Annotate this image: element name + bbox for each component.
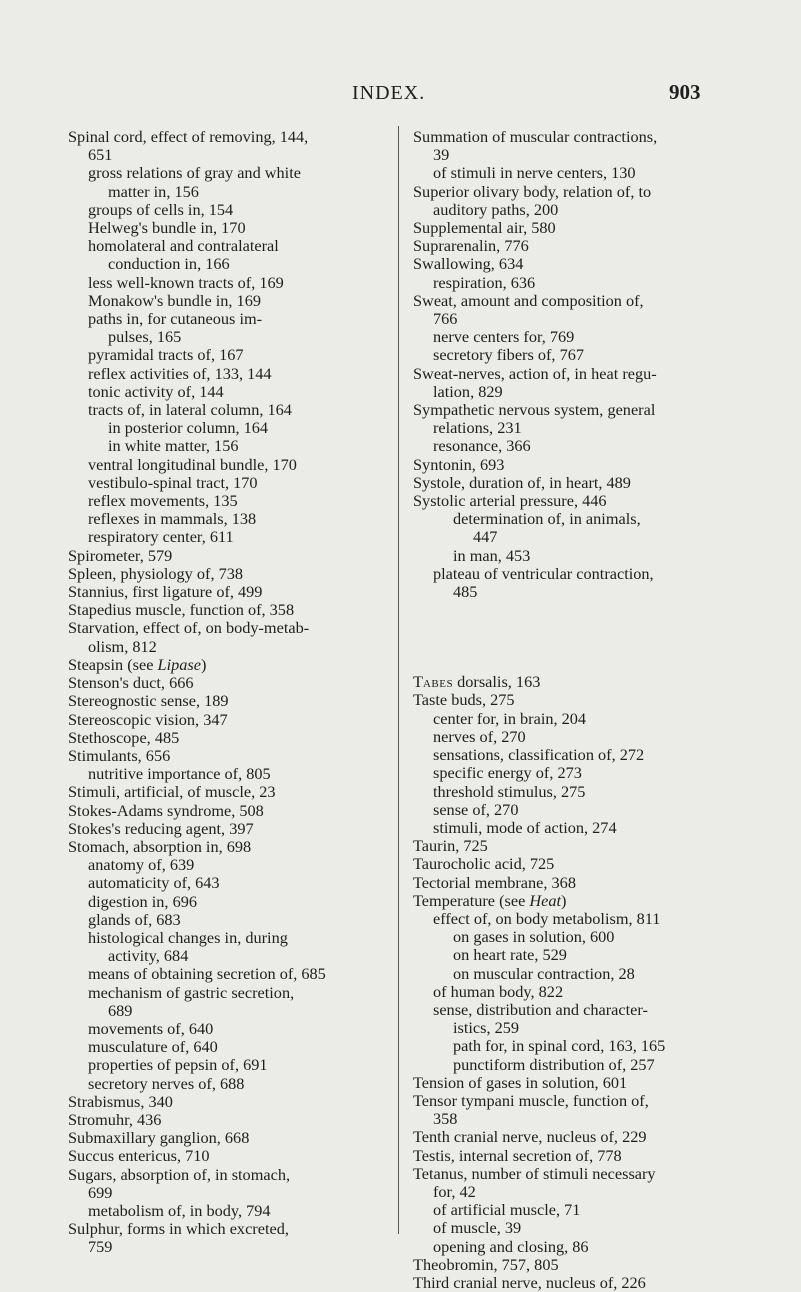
page-number: 903 — [669, 80, 701, 104]
index-subentry: movements of, 640 — [88, 1018, 214, 1038]
index-subentry: of stimuli in nerve centers, 130 — [433, 163, 636, 183]
index-subentry: specific energy of, 273 — [433, 763, 582, 783]
index-entry: Supplemental air, 580 — [413, 218, 556, 238]
index-subentry: musculature of, 640 — [88, 1037, 218, 1057]
section-gap — [413, 601, 740, 673]
index-subentry: reflex movements, 135 — [88, 491, 238, 511]
index-subentry: center for, in brain, 204 — [433, 708, 587, 728]
index-entry: Third cranial nerve, nucleus of, 226 — [413, 1272, 646, 1292]
index-subentry: plateau of ventricular contraction, — [433, 563, 654, 583]
running-head: INDEX. — [352, 82, 426, 104]
index-entry: Tetanus, number of stimuli necessary — [413, 1163, 656, 1183]
index-entry: Systolic arterial pressure, 446 — [413, 491, 607, 511]
index-subentry: homolateral and contralateral — [88, 236, 279, 256]
index-subentry: respiration, 636 — [433, 272, 536, 292]
index-subentry: mechanism of gastric secretion, — [88, 982, 295, 1002]
index-subentry: lation, 829 — [433, 381, 503, 401]
index-subentry: on heart rate, 529 — [453, 945, 567, 965]
index-subentry: Helweg's bundle in, 170 — [88, 218, 246, 238]
index-subentry: istics, 259 — [453, 1018, 520, 1038]
index-entry: Stromuhr, 436 — [68, 1109, 162, 1129]
index-entry: Tension of gases in solution, 601 — [413, 1072, 628, 1092]
index-subentry: digestion in, 696 — [88, 891, 197, 911]
index-subentry: 766 — [433, 309, 458, 329]
index-entry: Temperature (see Heat) — [413, 890, 567, 910]
index-subentry: tracts of, in lateral column, 164 — [88, 400, 292, 420]
index-entry: Stapedius muscle, function of, 358 — [68, 600, 295, 620]
index-subentry: nerves of, 270 — [433, 726, 526, 746]
index-subentry: 651 — [88, 145, 113, 165]
index-subentry: threshold stimulus, 275 — [433, 781, 586, 801]
index-column-right — [413, 128, 740, 1292]
index-subentry: means of obtaining secretion of, 685 — [88, 964, 326, 984]
index-entry: Stannius, first ligature of, 499 — [68, 582, 263, 602]
index-subentry: sense of, 270 — [433, 799, 519, 819]
index-subentry: secretory nerves of, 688 — [88, 1073, 245, 1093]
index-subentry: matter in, 156 — [108, 181, 199, 201]
index-entry: Stenson's duct, 666 — [68, 673, 194, 693]
index-entry: Stimulants, 656 — [68, 745, 171, 765]
index-subentry: pulses, 165 — [108, 327, 182, 347]
index-subentry: 39 — [433, 145, 450, 165]
index-subentry: automaticity of, 643 — [88, 873, 220, 893]
index-entry: Swallowing, 634 — [413, 254, 524, 274]
index-subentry: nutritive importance of, 805 — [88, 764, 271, 784]
index-entry: Superior olivary body, relation of, to — [413, 181, 652, 201]
index-entry: Stomach, absorption in, 698 — [68, 836, 252, 856]
index-subentry: metabolism of, in body, 794 — [88, 1200, 271, 1220]
index-subentry: opening and closing, 86 — [433, 1236, 589, 1256]
index-subentry: Monakow's bundle in, 169 — [88, 290, 261, 310]
index-entry: Summation of muscular contractions, — [413, 127, 658, 146]
index-subentry: on gases in solution, 600 — [453, 927, 615, 947]
index-subentry: auditory paths, 200 — [433, 199, 559, 219]
index-subentry: resonance, 366 — [433, 436, 531, 456]
index-entry: Tectorial membrane, 368 — [413, 872, 576, 892]
index-entry: Steapsin (see Lipase) — [68, 654, 207, 674]
index-subentry: paths in, for cutaneous im- — [88, 309, 263, 329]
index-subentry: 689 — [108, 1000, 133, 1020]
index-entry: Sympathetic nervous system, general — [413, 400, 656, 420]
index-entry: Strabismus, 340 — [68, 1091, 173, 1111]
index-subentry: histological changes in, during — [88, 927, 288, 947]
index-entry: Taste buds, 275 — [413, 690, 515, 710]
index-subentry: less well-known tracts of, 169 — [88, 272, 284, 292]
index-subentry: conduction in, 166 — [108, 254, 230, 274]
index-subentry: groups of cells in, 154 — [88, 199, 234, 219]
index-subentry: in man, 453 — [453, 545, 531, 565]
index-subentry: effect of, on body metabolism, 811 — [433, 908, 661, 928]
index-subentry: determination of, in animals, — [453, 509, 641, 529]
index-entry: Sweat, amount and composition of, — [413, 290, 644, 310]
index-subentry: reflex activities of, 133, 144 — [88, 363, 272, 383]
index-subentry: 759 — [88, 1237, 113, 1257]
index-subentry: ventral longitudinal bundle, 170 — [88, 454, 297, 474]
index-subentry: 358 — [433, 1109, 458, 1129]
index-subentry: reflexes in mammals, 138 — [88, 509, 257, 529]
index-subentry: sensations, classification of, 272 — [433, 745, 645, 765]
index-subentry: tonic activity of, 144 — [88, 381, 224, 401]
index-entry: Succus entericus, 710 — [68, 1146, 210, 1166]
index-subentry: 447 — [473, 527, 498, 547]
index-subentry: relations, 231 — [433, 418, 522, 438]
index-entry: Tenth cranial nerve, nucleus of, 229 — [413, 1127, 647, 1147]
index-subentry: on muscular contraction, 28 — [453, 963, 635, 983]
index-entry: Submaxillary ganglion, 668 — [68, 1128, 250, 1148]
index-subentry: stimuli, mode of action, 274 — [433, 817, 617, 837]
index-subentry: in posterior column, 164 — [108, 418, 269, 438]
index-entry: Sweat-nerves, action of, in heat regu- — [413, 363, 657, 383]
index-entry: Spleen, physiology of, 738 — [68, 563, 244, 583]
index-entry: Spirometer, 579 — [68, 545, 173, 565]
index-subentry: olism, 812 — [88, 636, 157, 656]
index-subentry: secretory fibers of, 767 — [433, 345, 584, 365]
index-entry: Sulphur, forms in which excreted, — [68, 1219, 289, 1239]
index-entry: Taurin, 725 — [413, 836, 488, 856]
index-entry: Stethoscope, 485 — [68, 727, 180, 747]
index-entry: Theobromin, 757, 805 — [413, 1254, 559, 1274]
index-entry: Systole, duration of, in heart, 489 — [413, 472, 631, 492]
index-subentry: of artificial muscle, 71 — [433, 1200, 581, 1220]
index-entry: Tensor tympani muscle, function of, — [413, 1090, 649, 1110]
index-subentry: path for, in spinal cord, 163, 165 — [453, 1036, 666, 1056]
index-subentry: 699 — [88, 1182, 113, 1202]
index-subentry: of muscle, 39 — [433, 1218, 522, 1238]
index-entry: Syntonin, 693 — [413, 454, 505, 474]
index-column-left — [68, 128, 392, 1257]
index-subentry: activity, 684 — [108, 946, 189, 966]
index-entry: Testis, internal secretion of, 778 — [413, 1145, 622, 1165]
index-entry: Stokes-Adams syndrome, 508 — [68, 800, 264, 820]
index-subentry: respiratory center, 611 — [88, 527, 234, 547]
index-subentry: sense, distribution and character- — [433, 999, 648, 1019]
index-entry: Starvation, effect of, on body-metab- — [68, 618, 310, 638]
index-entry: Suprarenalin, 776 — [413, 236, 529, 256]
index-entry: Taurocholic acid, 725 — [413, 854, 555, 874]
index-subentry: of human body, 822 — [433, 981, 564, 1001]
index-subentry: pyramidal tracts of, 167 — [88, 345, 244, 365]
index-subentry: anatomy of, 639 — [88, 855, 195, 875]
column-divider — [398, 126, 399, 1234]
index-subentry: vestibulo-spinal tract, 170 — [88, 472, 258, 492]
index-entry: Stereognostic sense, 189 — [68, 691, 229, 711]
index-subentry: nerve centers for, 769 — [433, 327, 575, 347]
index-subentry: gross relations of gray and white — [88, 163, 301, 183]
index-subentry: for, 42 — [433, 1181, 476, 1201]
index-subentry: glands of, 683 — [88, 909, 181, 929]
index-subentry: 485 — [453, 582, 478, 602]
index-entry: Stereoscopic vision, 347 — [68, 709, 228, 729]
index-entry: Spinal cord, effect of removing, 144, — [68, 127, 309, 146]
index-subentry: in white matter, 156 — [108, 436, 239, 456]
index-entry: Stokes's reducing agent, 397 — [68, 818, 254, 838]
index-subentry: properties of pepsin of, 691 — [88, 1055, 268, 1075]
index-entry: Tabes dorsalis, 163 — [413, 672, 541, 692]
index-subentry: punctiform distribution of, 257 — [453, 1054, 655, 1074]
index-entry: Sugars, absorption of, in stomach, — [68, 1164, 291, 1184]
index-entry: Stimuli, artificial, of muscle, 23 — [68, 782, 276, 802]
